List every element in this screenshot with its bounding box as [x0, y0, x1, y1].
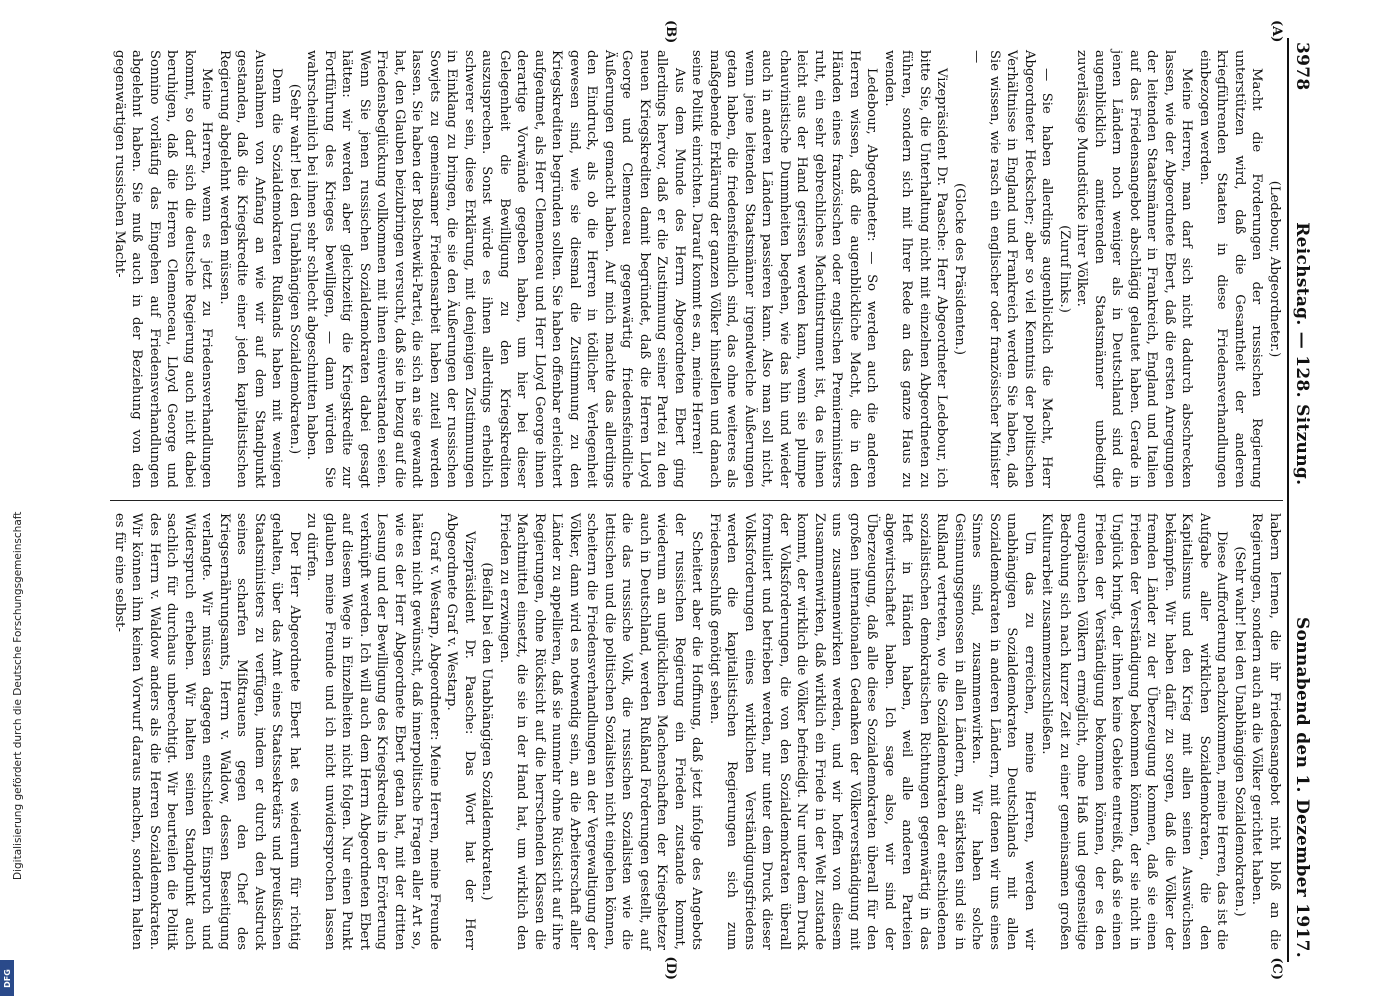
paragraph: (Glocke des Präsidenten.) [952, 182, 967, 356]
text-columns [111, 38, 1284, 962]
logo-text: DFG [2, 968, 12, 988]
margin-marker-c: (C) [1269, 957, 1284, 980]
paragraph: Der Herr Abgeordnete Ebert hat es wiederum für richtig gehalten, über das Amt eines Staatssekretärs und preußischen Staatsministers zu verfügen, indem er durch den Ausdruck seines scharfen Mißtrauens gegen den Chef des Kriegsernährungsamts, Herrn v. Waldow, dessen Beseitigung verlangte. Wir müssen dagegen entschieden Einspruch und Widerspruch erheben. Wir halten seinen Standpunkt auch sachlich für durchaus unberechtigt. Wir beurteilen die Politik des Herrn v. Waldow anders als die Herren Sozialdemokraten. Wir können ihm keinen Vorwurf daraus machen, sondern halten es für eine selbst- [112, 513, 302, 950]
paragraph: (Sehr wahr! bei den Unabhängigen Sozialdemokraten.) [1232, 546, 1247, 917]
paragraph: (Beifall bei den Unabhängigen Sozialdemokraten.) [479, 562, 495, 901]
paragraph: — Sie haben allerdings augenblicklich die Macht, Herr Abgeordneter Heckscher; aber so viel Kenntnis der politischen Verhältnisse in England und Frankreich werden Sie haben, daß Sie wissen, wie rasch ein englischer oder französischer Minister — [969, 50, 1055, 488]
paragraph: Vizepräsident Dr. Paasche: Herr Abgeordneter Ledebour, ich bitte Sie, die Unterhaltung nicht mit einzelnen Abgeordneten zu führen, sondern sich mit Ihrer Rede an das ganze Haus zu wenden. [882, 50, 950, 488]
margin-marker-d: (D) [663, 956, 678, 980]
session-title: Reichstag. — 128. Sitzung. [1292, 222, 1312, 486]
page-header [1287, 38, 1312, 962]
paragraph: Diese Aufforderung nachzukommen, meine Herren, das ist die Aufgabe aller wirklichen Sozialdemokraten, die den Kapitalismus und den Krieg mit allen seinen Auswüchsen bekämpfen. Wir haben dafür zu sorgen, daß die Völker der fremden Länder zu der Überzeugung kommen, daß sie einen Frieden der Verständigung bekommen können, der sie nicht in Unglück bringt, der ihnen keine Gebiete entreißt, daß sie einen Frieden der Verständigung bekommen können, der es den europäischen Völkern ermöglicht, ohne Haß und gegenseitige Bedrohung sich nach kurzer Zeit zu einer gemeinsamen großen Kulturarbeit zusammenzuschließen. [1039, 513, 1230, 950]
paragraph: (Ledebour, Abgeordneter.) [1267, 180, 1282, 358]
right-column [111, 500, 1284, 962]
session-date: Sonnabend den 1. Dezember 1917. [1292, 616, 1312, 958]
left-column [111, 38, 1284, 500]
paragraph: Aus dem Munde des Herrn Abgeordneten Ebert ging allerdings hervor, daß er die Zustimmung seiner Partei zu den neuen Kriegskrediten damit begründet, daß die Herren Lloyd George und Clemenceau gegenwärtig friedensfeindliche Äußerungen gemacht haben. Auf mich machte das allerdings den Eindruck, als ob die Herren in tödlicher Verlegenheit gewesen sind, wie sie diesmal die Zustimmung zu den Kriegskrediten begründen sollten. Sie haben offenbar erleichtert aufgeatmet, als Herr Clemenceau und Herr Lloyd George ihnen derartige Vorwände gegeben haben, um hier bei dieser Gelegenheit die Bewilligung zu den Kriegskrediten auszusprechen. Sonst würde es ihnen allerdings erheblich schwerer sein, diese Erklärung, mit denjenigen Zustimmungen in Einklang zu bringen, die sie den Äußerungen der russischen Sowjets zu gemeinsamer Friedensarbeit haben zuteil werden lassen. Sie haben der Bolschewiki-Partei, die sich an sie gewandt hat, den Glauben beizubringen versucht, daß sie in bezug auf die Friedensbeglückung vollkommen mit ihnen einverstanden seien. Wenn Sie jenen russischen Sozialdemokraten dabei gesagt hätten: wir werden aber gleichzeitig die Kriegskredite zur Fortführung des Krieges bewilligen, — dann würden Sie wahrscheinlich bei ihnen sehr schlecht abgeschnitten haben. [304, 50, 687, 488]
paragraph: Meine Herren, man darf sich nicht dadurch abschrecken lassen, wie der Abgeordnete Ebert, daß die ersten Anregungen der leitenden Staatsmänner in Frankreich, England und Italien auf das Friedensangebot abschlägig gelautet haben. Gerade in jenen Ländern noch weniger als in Deutschland sind die augenblicklich amtierenden Staatsmänner unbedingt zuverlässige Mundstücke ihrer Völker. [1074, 50, 1195, 488]
paragraph: Ledebour, Abgeordneter: — So werden auch die anderen Herren wissen, daß die augenblickliche Macht, die in den Händen eines französischen oder englischen Premierministers ruht, ein sehr gebrechliches Machtinstrument ist, da es ihnen leicht aus der Hand gerissen werden kann, wenn sie plumpe chauvinistische Dummheiten begehen, wie das hin und wieder auch in anderen Ländern passieren kann. Also man soll nicht, wenn jene leitenden Staatsmänner irgendwelche Äußerungen getan haben, die friedensfeindlich sind, das ohne weiteres als maßgebende Erklärung der ganzen Völker hinstellen und danach seine Politik einrichten. Darauf kommt es an, meine Herren! [689, 50, 880, 488]
credit-text: Digitalisierung gefördert durch die Deutsche Forschungsgemeinschaft [12, 511, 24, 880]
page-number: 3978 [1292, 42, 1312, 91]
document-page [18, 20, 1318, 980]
paragraph: Graf v. Westarp, Abgeordneter: Meine Herren, meine Freunde hätten nicht gewünscht, daß innerpolitische Fragen aller Art so, wie es der Herr Abgeordnete Ebert getan hat, mit der dritten Lesung und der Bewilligung des Kriegskredits in der Erörterung verknüpft werden. Ich will auch dem Herrn Abgeordneten Ebert auf diesem Wege in Einzelheiten nicht folgen. Nur einen Punkt glauben meine Freunde und ich nicht unwidersprochen lassen zu dürfen. [304, 513, 442, 950]
paragraph: Meine Herren, wenn es jetzt zu Friedensverhandlungen kommt, so darf sich die deutsche Regierung auch nicht dabei beruhigen, daß die Herren Clemenceau, Lloyd George und Sonnino vorläufig das Eingehen auf Friedensverhandlungen abgelehnt haben. Sie muß auch in der Beziehung von den gegenwärtigen russischen Macht- [112, 50, 215, 488]
paragraph: (Sehr wahr! bei den Unabhängigen Sozialdemokraten.) [287, 83, 302, 455]
paragraph: Macht die Forderungen der russischen Regierung unterstützen wird, daß die Gesamtheit der anderen kriegführenden Staaten in diese Friedensverhandlungen einbezogen werden. [1197, 50, 1265, 488]
paragraph: (Zuruf links.) [1057, 225, 1072, 313]
dfg-logo [0, 960, 14, 996]
paragraph: Vizepräsident Dr. Paasche: Das Wort hat der Herr Abgeordnete Graf v. Westarp. [444, 513, 477, 950]
paragraph: Denn die Sozialdemokraten Rußlands haben mit wenigen Ausnahmen von Anfang an wie wir auf dem Standpunkt gestanden, daß die Kriegskredite einer jeden kapitalistischen Regierung abgelehnt werden müssen. [217, 50, 285, 488]
paragraph: Scheitert aber die Hoffnung, daß jetzt infolge des Angebots der russischen Regierung ein Frieden zustande kommt, wiederum an unglücklichen Machenschaften der Kriegshetzer auch in Deutschland, werden Rußland Forderungen gestellt, auf die das russische Volk, die russischen Sozialisten wie die lettischen und die politischen Sozialisten nicht eingehen können, scheitern die Friedensverhandlungen an der Vergewaltigung der Völker, dann wird es notwendig sein, an die Arbeiterschaft aller Länder zu appellieren, daß sie nunmehr ohne Rücksicht auf ihre Regierungen, ohne Rücksicht auf die herrschenden Klassen die Machtmittel einsetzt, die sie in der Hand hat, um wirklich den Frieden zu erzwingen. [497, 513, 705, 950]
digitization-credit [2, 120, 24, 940]
margin-marker-b: (B) [663, 20, 678, 44]
margin-marker-a: (A) [1269, 20, 1284, 43]
paragraph: habern lernen, die ihr Friedensangebot nicht bloß an die Regierungen, sondern auch an die Völker gerichtet haben. [1249, 513, 1282, 950]
paragraph: Um das zu erreichen, meine Herren, werden wir unabhängigen Sozialdemokraten Deutschlands mit allen Sozialdemokraten in anderen Ländern, mit denen wir uns eines Sinnes sind, zusammenwirken. Wir haben solche Gesinnungsgenossen in allen Ländern, am stärksten sind sie in Rußland vertreten, wo die Sozialdemokraten der entschiedenen sozialistischen demokratischen Richtungen gegenwärtig in das Heft in Händen haben, weil alle anderen Parteien abgewirtschaftet haben. Ich sage also, wir sind der Überzeugung, daß alle diese Sozialdemokraten überall für den großen internationalen Gedanken der Völkerverständigung mit uns zusammenwirken werden, und wir hoffen von diesem Zusammenwirken, daß wirklich ein Friede in der Welt zustande kommt, der wirklich die Völker befriedigt. Nur unter dem Druck der Volksforderungen, die von den Sozialdemokraten überall formuliert und betrieben werden, nur unter dem Druck dieser Volksforderungen eines wirklichen Verständigungsfriedens werden die kapitalistischen Regierungen sich zum Friedensschluß genötigt sehen. [707, 513, 1037, 950]
